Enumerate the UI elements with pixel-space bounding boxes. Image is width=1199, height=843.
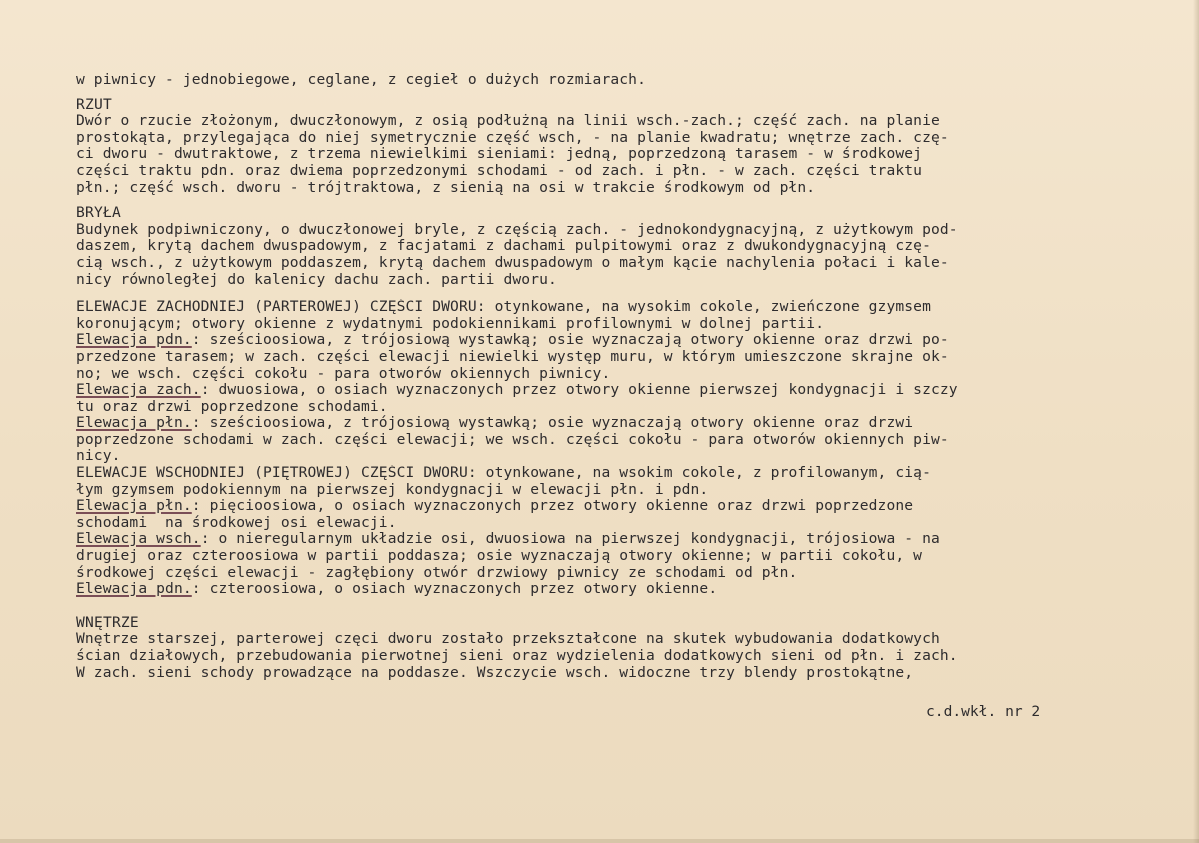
elewacja-zach-zach-cont-1: tu oraz drzwi poprzedzone schodami.: [76, 398, 388, 415]
elewacja-label: Elewacja płn.: [76, 498, 192, 515]
rzut-line-5: płn.; część wsch. dworu - trójtraktowa, z sienią na osi w trakcie środkowym od płn.: [76, 179, 816, 196]
wnetrze-line-2: ścian działowych, przebudowania pierwotnej sieni oraz wydzielenia dodatkowych sieni od płn. i zach.: [76, 648, 958, 664]
wnetrze-heading: WNĘTRZE: [76, 614, 139, 631]
elewacje-zach-line-2: koronującym; otwory okienne z wydatnymi podokiennikami profilownymi w dolnej partii.: [76, 315, 825, 332]
wnetrze-line-1: Wnętrze starszej, parterowej częci dworu zostało przekształcone na skutek wybudowania dodatkowych: [76, 631, 940, 648]
bryla-heading: BRYŁA: [76, 205, 121, 222]
elewacja-wsch-pln: [76, 498, 1091, 515]
elewacja-zach-pdn-cont-2: no; we wsch. części cokołu - para otworów okiennych piwnicy.: [76, 365, 611, 382]
bryla-line-1: Budynek podpiwniczony, o dwuczłonowej bryle, z częścią zach. - jednokondygnacyjną, z użytkowym pod-: [76, 221, 958, 238]
elewacja-label: Elewacja pdn.: [76, 581, 192, 598]
section-rzut: [76, 97, 1091, 197]
rzut-heading: RZUT: [76, 96, 112, 113]
section-bryla: [76, 205, 1091, 288]
elewacja-zach-pln: [76, 415, 1091, 432]
intro-line: w piwnicy - jednobiegowe, ceglane, z cegieł o dużych rozmiarach.: [76, 72, 646, 88]
elewacja-label: Elewacja wsch.: [76, 531, 201, 548]
bryla-line-4: nicy równoległej do kalenicy dachu zach. partii dworu.: [76, 271, 557, 288]
elewacja-zach-pdn-cont-1: przedzone tarasem; w zach. części elewacji niewielki występ muru, w którym umieszczone skrajne ok-: [76, 348, 949, 365]
card-text: [76, 72, 1091, 812]
elewacja-label: Elewacja zach.: [76, 382, 201, 399]
section-elewacje-zachodniej: [76, 299, 1091, 465]
wnetrze-line-3: W zach. sieni schody prowadzące na poddasze. Wszczycie wsch. widoczne trzy blendy prostokątne,: [76, 664, 914, 681]
elewacja-zach-pdn: [76, 332, 1091, 349]
sheet-edge-right: [1193, 0, 1199, 843]
elewacja-text: : czteroosiowa, o osiach wyznaczonych przez otwory okienne.: [191, 581, 718, 598]
elewacja-text: : dwuosiowa, o osiach wyznaczonych przez otwory okienne pierwszej kondygnacji i szczy: [200, 382, 958, 399]
elewacje-zach-line-1: ELEWACJE ZACHODNIEJ (PARTEROWEJ) CZĘŚCI DWORU: otynkowane, na wysokim cokole, zwieńczone gzymsem: [76, 299, 931, 316]
elewacja-zach-pln-cont-1: poprzedzone schodami w zach. części elewacji; we wsch. części cokołu - para otworów okiennych piw-: [76, 431, 949, 448]
elewacja-text: : sześcioosiowa, z trójosiową wystawką; osie wyznaczają otwory okienne oraz drzwi po-: [191, 332, 949, 349]
sheet-edge-bottom: [0, 839, 1199, 843]
bryla-line-3: cią wsch., z użytkowym poddaszem, krytą dachem dwuspadowym o małym kącie nachylenia połaci i kale-: [76, 254, 949, 271]
elewacja-wsch-pdn: [76, 581, 1091, 598]
elewacja-zach-pln-cont-2: nicy.: [76, 448, 121, 465]
elewacja-wsch-wsch-cont-1: drugiej oraz czteroosiowa w partii poddasza; osie wyznaczają otwory okienne; w partii cokołu, w: [76, 548, 923, 565]
elewacje-wsch-line-1: ELEWACJE WSCHODNIEJ (PIĘTROWEJ) CZĘŚCI DWORU: otynkowane, na wsokim cokole, z profilowanym, cią-: [76, 465, 931, 482]
elewacja-label: Elewacja płn.: [76, 415, 192, 432]
elewacja-wsch-pln-cont-1: schodami na środkowej osi elewacji.: [76, 514, 397, 531]
rzut-line-2: prostokąta, przylegająca do niej symetrycznie część wsch, - na planie kwadratu; wnętrze zach. czę-: [76, 129, 949, 146]
elewacja-wsch-wsch-cont-2: środkowej części elewacji - zagłębiony otwór drzwiowy piwnicy ze schodami od płn.: [76, 564, 798, 581]
elewacja-text: : pięcioosiowa, o osiach wyznaczonych przez otwory okienne oraz drzwi poprzedzone: [191, 498, 914, 515]
rzut-line-3: ci dworu - dwutraktowe, z trzema niewielkimi sieniami: jedną, poprzedzoną tarasem - w środkowej: [76, 146, 923, 163]
elewacja-text: : sześcioosiowa, z trójosiową wystawką; osie wyznaczają otwory okienne oraz drzwi: [191, 415, 914, 432]
bryla-line-2: daszem, krytą dachem dwuspadowym, z facjatami z dachami pulpitowymi oraz z dwukondygnacyjną czę-: [76, 238, 931, 255]
elewacja-wsch-wsch: [76, 531, 1091, 548]
section-elewacje-wschodniej: [76, 465, 1091, 598]
rzut-line-4: części traktu pdn. oraz dwiema poprzedzonymi schodami - od zach. i płn. - w zach. części traktu: [76, 162, 923, 179]
section-wnetrze: [76, 615, 1091, 681]
continuation-note: c.d.wkł. nr 2: [926, 703, 1041, 720]
elewacja-label: Elewacja pdn.: [76, 332, 192, 349]
elewacje-wsch-line-2: łym gzymsem podokiennym na pierwszej kondygnacji w elewacji płn. i pdn.: [76, 481, 709, 498]
elewacja-zach-zach: [76, 382, 1091, 399]
elewacja-text: : o nieregularnym układzie osi, dwuosiowa na pierwszej kondygnacji, trójosiowa - na: [200, 531, 940, 548]
rzut-line-1: Dwór o rzucie złożonym, dwuczłonowym, z osią podłużną na linii wsch.-zach.; część zach. na planie: [76, 113, 940, 130]
